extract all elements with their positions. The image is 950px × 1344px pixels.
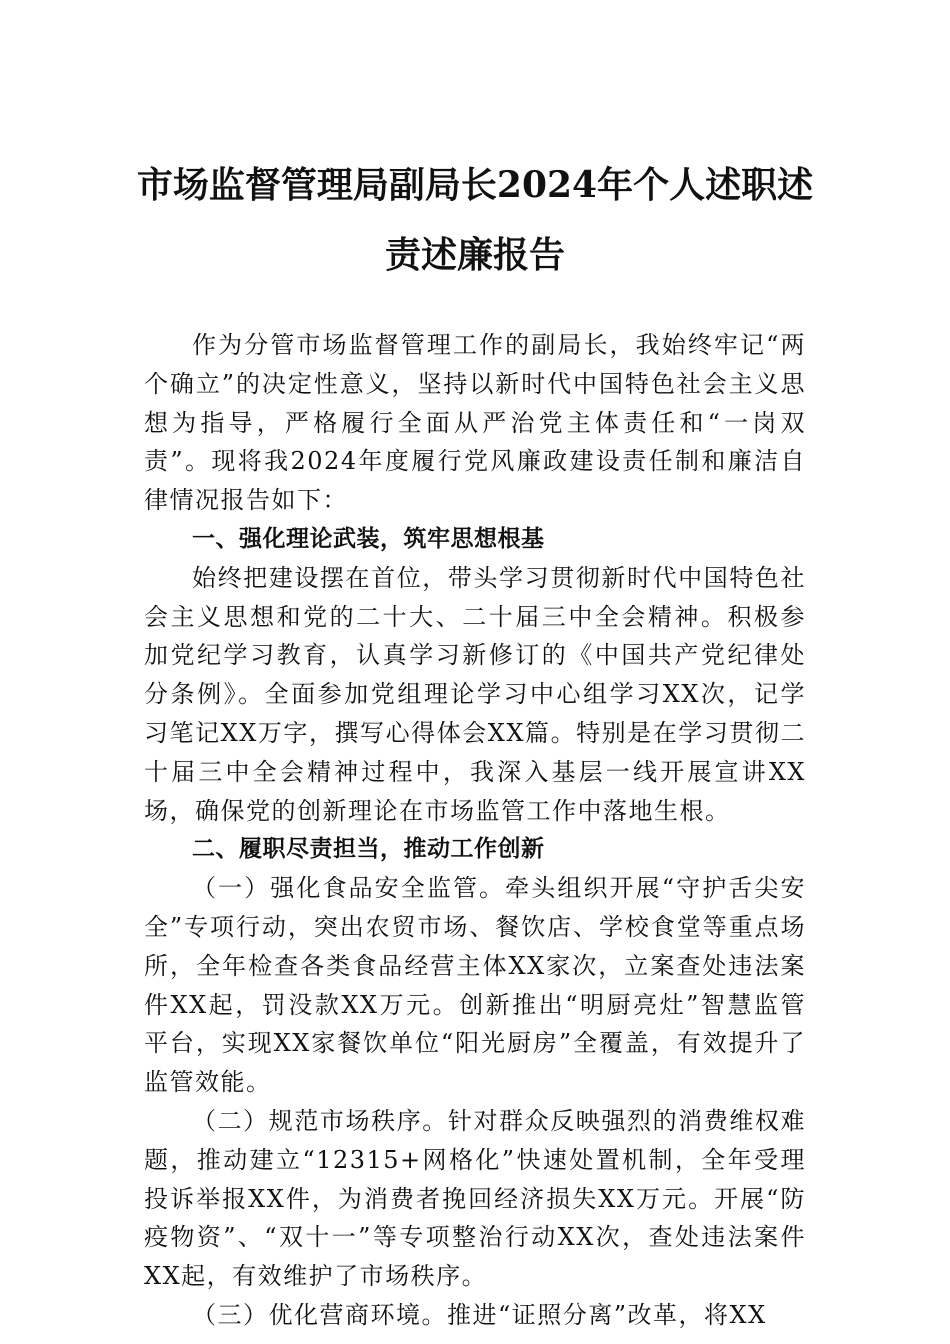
section-2-item-3-paragraph: （三）优化营商环境。推进“证照分离”改革，将XX <box>192 1300 767 1329</box>
section-2-item-1-paragraph: （一）强化食品安全监管。牵头组织开展“守护舌尖安全”专项行动，突出农贸市场、餐饮店、学校食堂等重点场所，全年检查各类食品经营主体XX家次，立案查处违法案件XX起，罚没款XX万元。创新推出“明厨亮灶”智慧监管平台，实现XX家餐饮单位“阳光厨房”全覆盖，有效提升了监管效能。 <box>144 874 806 1097</box>
document-title-line-2: 责述廉报告 <box>384 234 565 276</box>
document-title-line-1: 市场监督管理局副局长2024年个人述职述 <box>136 164 814 206</box>
section-2-heading: 二、履职尽责担当，推动工作创新 <box>192 836 545 863</box>
section-1-heading: 一、强化理论武装，筑牢思想根基 <box>192 525 545 552</box>
section-2-item-2-paragraph: （二）规范市场秩序。针对群众反映强烈的消费维权难题，推动建立“12315+网格化”快速处置机制，全年受理投诉举报XX件，为消费者挽回经济损失XX万元。开展“防疫物资”、“双十一”等专项整治行动XX次，查处违法案件XX起，有效维护了市场秩序。 <box>144 1106 806 1291</box>
section-1-paragraph: 始终把建设摆在首位，带头学习贯彻新时代中国特色社会主义思想和党的二十大、二十届三中全会精神。积极参加党纪学习教育，认真学习新修订的《中国共产党纪律处分条例》。全面参加党组理论学习中心组学习XX次，记学习笔记XX万字，撰写心得体会XX篇。特别是在学习贯彻二十届三中全会精神过程中，我深入基层一线开展宣讲XX场，确保党的创新理论在市场监管工作中落地生根。 <box>144 563 806 825</box>
document-body <box>144 326 806 1335</box>
intro-paragraph: 作为分管市场监督管理工作的副局长，我始终牢记“两个确立”的决定性意义，坚持以新时代中国特色社会主义思想为指导，严格履行全面从严治党主体责任和“一岗双责”。现将我2024年度履行党风廉政建设责任制和廉洁自律情况报告如下： <box>144 331 806 515</box>
